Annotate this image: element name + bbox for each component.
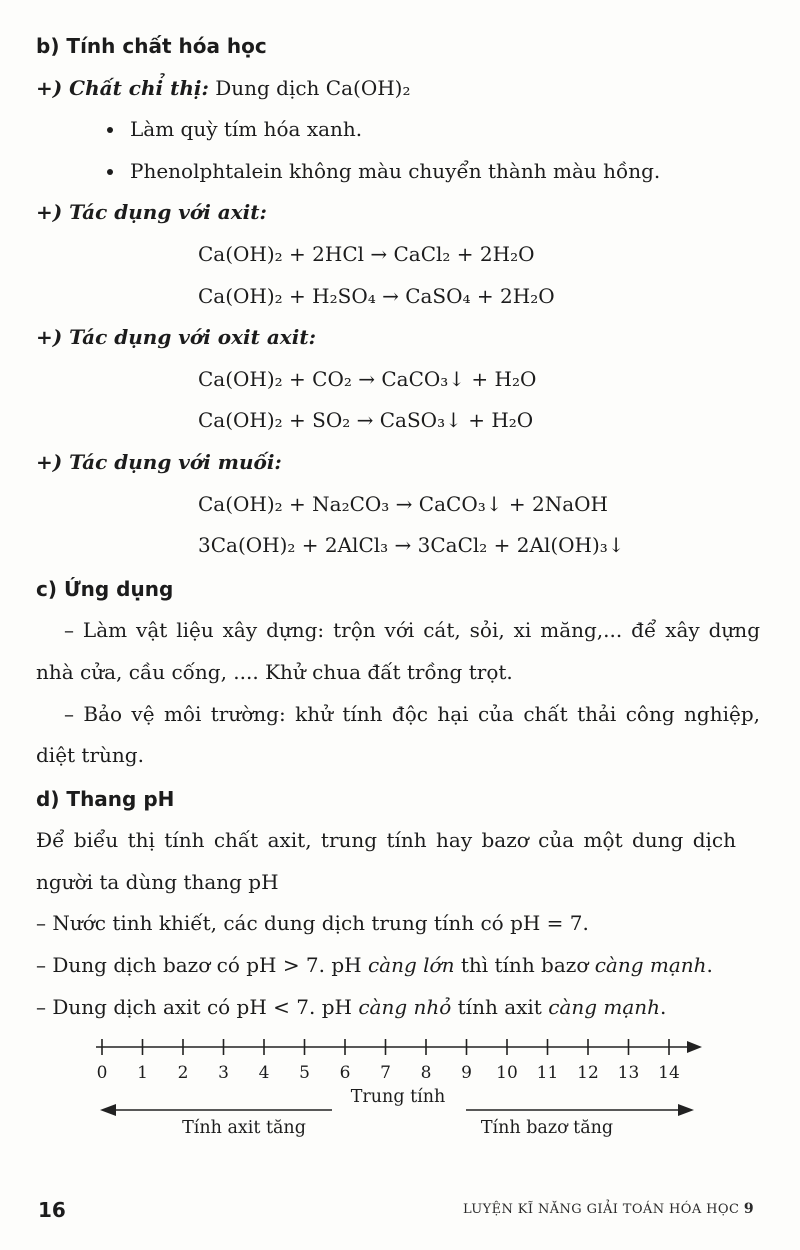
tick-label: 1: [137, 1063, 148, 1084]
tick-label: 2: [177, 1063, 189, 1084]
text-run: – Dung dịch bazơ có pH > 7. pH: [36, 953, 368, 978]
footer-series-title: [463, 1202, 754, 1216]
acidic-oxide-reaction-label: +) Tác dụng với oxit axit:: [36, 325, 316, 350]
chemical-equation: Ca(OH)₂ + SO₂ → CaSO₃↓ + H₂O: [198, 408, 534, 433]
salt-reaction-label: +) Tác dụng với muối:: [36, 449, 282, 474]
left-arrowhead-icon: [100, 1104, 116, 1116]
section-c-heading: c) Ứng dụng: [36, 576, 174, 601]
paragraph: – Làm vật liệu xây dựng: trộn với cát, sỏi, xi măng,... để xây dựng nhà cửa, cầu cống, .... Khử chua đất trồng trọt.: [36, 618, 760, 684]
paragraph: – Bảo vệ môi trường: khử tính độc hại của chất thải công nghiệp, diệt trùng.: [36, 701, 760, 768]
acidic-oxide-equations: [198, 359, 756, 442]
ph-scale-diagram: [94, 1034, 756, 1153]
right-arrowhead-icon: [678, 1104, 694, 1116]
text-run-italic: càng lớn: [367, 953, 455, 978]
section-b: [36, 26, 756, 567]
chemical-equation: Ca(OH)₂ + CO₂ → CaCO₃↓ + H₂O: [198, 366, 537, 391]
indicator-label: +) Chất chỉ thị:: [36, 75, 209, 100]
tick-label: 13: [617, 1063, 640, 1084]
tick-label: 11: [536, 1063, 559, 1084]
tick-label: 7: [380, 1063, 391, 1084]
section-b-heading: b) Tính chất hóa học: [36, 34, 267, 58]
text-run: – Dung dịch axit có pH < 7. pH: [36, 994, 359, 1019]
acid-equations: [198, 234, 756, 317]
section-d: [36, 779, 756, 1029]
chemical-equation: 3Ca(OH)₂ + 2AlCl₃ → 3CaCl₂ + 2Al(OH)₃↓: [198, 533, 625, 558]
text-run-italic: càng mạnh: [548, 994, 661, 1019]
series-title-text: LUYỆN KĨ NĂNG GIẢI TOÁN HÓA HỌC: [462, 1202, 740, 1217]
tick-label: 14: [658, 1063, 680, 1084]
chemical-equation: Ca(OH)₂ + 2HCl → CaCl₂ + 2H₂O: [198, 241, 535, 266]
ph-neutral-line: – Nước tinh khiết, các dung dịch trung tính có pH = 7.: [36, 911, 589, 936]
salt-equations: [198, 484, 756, 567]
tick-label: 10: [496, 1063, 518, 1084]
tick-label: 4: [258, 1063, 270, 1084]
indicator-text: Dung dịch Ca(OH)₂: [215, 75, 411, 100]
ph-base-line: [36, 945, 756, 987]
tick-label: 9: [461, 1063, 472, 1084]
chemical-equation: Ca(OH)₂ + H₂SO₄ → CaSO₄ + 2H₂O: [198, 283, 555, 308]
acid-reaction-label: +) Tác dụng với axit:: [36, 200, 267, 225]
tick-label: 12: [577, 1063, 599, 1084]
indicator-bullet-list: [102, 109, 756, 192]
text-run: .: [706, 953, 713, 978]
ph-intro-paragraph: Để biểu thị tính chất axit, trung tính hay bazơ của một dung dịch người ta dùng thang pH: [36, 828, 736, 894]
ph-acid-line: [36, 987, 756, 1029]
axis-arrowhead-icon: [687, 1041, 702, 1053]
tick-label: 8: [420, 1063, 432, 1084]
page-number: 16: [38, 1198, 66, 1222]
tick-label: 0: [96, 1063, 108, 1084]
text-run-italic: càng nhỏ: [358, 994, 452, 1019]
series-number: 9: [743, 1201, 754, 1217]
tick-label: 5: [299, 1063, 310, 1084]
list-item: • Phenolphtalein không màu chuyển thành màu hồng.: [126, 151, 756, 193]
text-run-italic: càng mạnh: [594, 953, 707, 978]
indicator-line: [36, 68, 756, 110]
text-run: .: [660, 994, 667, 1019]
acid-range-label: Tính axit tăng: [182, 1118, 306, 1139]
text-run: thì tính bazơ: [454, 953, 595, 978]
tick-label: 6: [339, 1063, 351, 1084]
ph-tick-labels: [97, 1063, 680, 1083]
text-run: tính axit: [451, 994, 549, 1019]
list-item: • Làm quỳ tím hóa xanh.: [126, 109, 756, 151]
base-range-label: Tính bazơ tăng: [480, 1118, 614, 1139]
ph-scale-svg: [94, 1034, 734, 1138]
chemical-equation: Ca(OH)₂ + Na₂CO₃ → CaCO₃↓ + 2NaOH: [198, 491, 608, 516]
ph-axis: [96, 1039, 690, 1055]
section-d-heading: d) Thang pH: [36, 786, 175, 811]
neutral-label: Trung tính: [350, 1087, 446, 1108]
tick-label: 3: [218, 1063, 229, 1084]
section-c: [36, 569, 760, 777]
